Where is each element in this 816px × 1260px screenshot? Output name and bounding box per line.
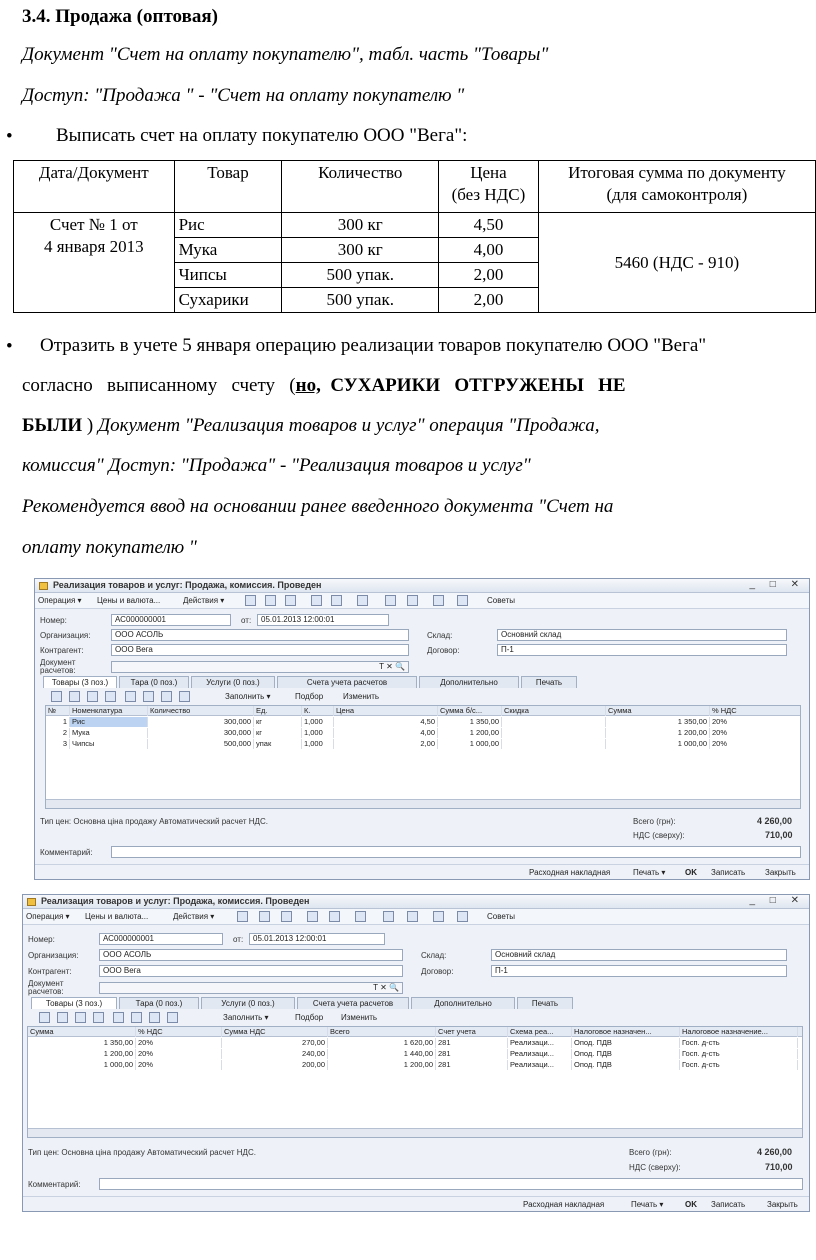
- tab-bar: [43, 676, 583, 688]
- cell[interactable]: 240,00: [222, 1049, 328, 1059]
- doc-cell: Счет № 1 от 4 января 2013: [14, 213, 175, 313]
- warehouse-field[interactable]: Основний склад: [491, 949, 787, 961]
- cell[interactable]: 1 200,00: [328, 1060, 436, 1070]
- fill-button[interactable]: Заполнить ▾: [225, 692, 271, 701]
- report-icon[interactable]: [407, 911, 418, 922]
- bottom-bar: [23, 1196, 810, 1210]
- cell[interactable]: упак: [254, 739, 302, 749]
- tab-additional[interactable]: Дополнительно: [419, 676, 519, 688]
- cell[interactable]: 1 000,00: [28, 1060, 136, 1070]
- tab-goods[interactable]: Товары (3 поз.): [43, 676, 117, 688]
- structure-icon[interactable]: [383, 911, 394, 922]
- grid-header: [28, 1027, 802, 1037]
- cell[interactable]: 270,00: [222, 1038, 328, 1048]
- header-date-doc: Дата/Документ: [14, 161, 175, 213]
- col-k: К.: [302, 706, 334, 716]
- sort-asc-icon[interactable]: [149, 1012, 160, 1023]
- save-icon[interactable]: [259, 911, 270, 922]
- toolbar: [35, 593, 809, 609]
- move-down-icon[interactable]: [131, 1012, 142, 1023]
- cell[interactable]: 20%: [710, 728, 801, 738]
- total-label: Всего (грн):: [633, 817, 676, 826]
- cell[interactable]: Госп. д-сть: [680, 1038, 798, 1048]
- cell[interactable]: 1 350,00: [606, 717, 710, 727]
- col-sum-noDisc: Сумма б/с...: [438, 706, 502, 716]
- sort-desc-icon[interactable]: [167, 1012, 178, 1023]
- pick-button[interactable]: Подбор: [295, 1013, 324, 1022]
- date-field[interactable]: 05.01.2013 12:00:01: [249, 933, 385, 945]
- print-button[interactable]: Печать ▾: [631, 1200, 664, 1209]
- task-2-line4: комиссия" Доступ: "Продажа" - "Реализация товаров и услуг": [22, 455, 531, 476]
- actions-menu[interactable]: Действия ▾: [173, 912, 215, 921]
- item-cell: Мука: [174, 238, 282, 263]
- sort-icon[interactable]: [433, 911, 444, 922]
- cell: 1: [46, 717, 70, 727]
- price-type-text: Тип цен: Основна ціна продажу Автоматический расчет НДС.: [28, 1148, 256, 1157]
- doc-calc-label-2: расчетов:: [40, 666, 76, 675]
- table-row: [14, 213, 816, 238]
- actions-menu[interactable]: Действия ▾: [183, 596, 225, 605]
- goods-grid[interactable]: [45, 705, 801, 809]
- cell[interactable]: 20%: [710, 717, 801, 727]
- based-on-icon[interactable]: [355, 911, 366, 922]
- copy-row-icon[interactable]: [57, 1012, 68, 1023]
- pick-button[interactable]: Подбор: [295, 692, 324, 701]
- comment-field[interactable]: [111, 846, 801, 858]
- date-label: от:: [241, 616, 252, 625]
- sort-icon[interactable]: [433, 595, 444, 606]
- table-row[interactable]: [28, 1049, 802, 1059]
- cell[interactable]: 20%: [710, 739, 801, 749]
- grid-toolbar: [33, 1011, 803, 1025]
- tab-print[interactable]: Печать: [517, 997, 573, 1009]
- structure-icon[interactable]: [385, 595, 396, 606]
- header-qty: Количество: [282, 161, 439, 213]
- cell[interactable]: 2,00: [334, 739, 438, 749]
- item-cell: Чипсы: [174, 263, 282, 288]
- contract-label: Договор:: [427, 646, 460, 655]
- warehouse-label: Склад:: [427, 631, 453, 640]
- bullet-icon: •: [6, 336, 13, 357]
- cell[interactable]: 20%: [136, 1049, 222, 1059]
- org-label: Организация:: [28, 951, 79, 960]
- cell[interactable]: 20%: [136, 1038, 222, 1048]
- delete-icon[interactable]: [93, 1012, 104, 1023]
- table-row[interactable]: [28, 1060, 802, 1070]
- comment-label: Комментарий:: [40, 848, 93, 857]
- number-label: Номер:: [28, 935, 55, 944]
- contractor-label: Контрагент:: [28, 967, 72, 976]
- move-up-icon[interactable]: [113, 1012, 124, 1023]
- move-down-icon[interactable]: [143, 691, 154, 702]
- cell[interactable]: [502, 739, 606, 749]
- org-field[interactable]: ООО АСОЛЬ: [111, 629, 409, 641]
- post-icon[interactable]: [307, 911, 318, 922]
- total-value: 4 260,00: [757, 1147, 793, 1157]
- document-icon: [39, 582, 48, 590]
- change-button[interactable]: Изменить: [343, 692, 380, 701]
- total-cell: 5460 (НДС - 910): [538, 213, 815, 313]
- vat-value: 710,00: [765, 830, 793, 840]
- tab-print[interactable]: Печать: [521, 676, 577, 688]
- col-sum: Сумма: [606, 706, 710, 716]
- cell[interactable]: 1 620,00: [328, 1038, 436, 1048]
- cell[interactable]: Опод. ПДВ: [572, 1049, 680, 1059]
- window-buttons[interactable]: _ □ ✕: [749, 895, 805, 906]
- print-button[interactable]: Печать ▾: [633, 868, 666, 877]
- bullet-icon: •: [6, 126, 13, 147]
- toolbar: [23, 909, 809, 925]
- task-2-line5: Рекомендуется ввод на основании ранее введенного документа "Счет на: [22, 496, 614, 517]
- col-nomenclature: Номенклатура: [70, 706, 148, 716]
- cell[interactable]: 1,000: [302, 717, 334, 727]
- sales-document-window-1: [34, 578, 810, 880]
- cell[interactable]: 1 000,00: [606, 739, 710, 749]
- task-1: Выписать счет на оплату покупателю ООО "Вега":: [56, 125, 468, 146]
- cell[interactable]: 281: [436, 1060, 508, 1070]
- edit-icon[interactable]: [87, 691, 98, 702]
- sort-asc-icon[interactable]: [161, 691, 172, 702]
- warehouse-field[interactable]: Основний склад: [497, 629, 787, 641]
- table-row[interactable]: [28, 1038, 802, 1048]
- cell[interactable]: 1 200,00: [606, 728, 710, 738]
- vat-label: НДС (сверху):: [633, 831, 685, 840]
- window-titlebar: [35, 579, 809, 593]
- window-title: Реализация товаров и услуг: Продажа, комиссия. Проведен: [53, 580, 322, 590]
- warehouse-label: Склад:: [421, 951, 447, 960]
- sort-desc-icon[interactable]: [179, 691, 190, 702]
- cell[interactable]: [502, 717, 606, 727]
- qty-cell: 300 кг: [282, 238, 439, 263]
- cell[interactable]: 1 440,00: [328, 1049, 436, 1059]
- total-label: Всего (грн):: [629, 1148, 672, 1157]
- tab-containers[interactable]: Тара (0 поз.): [119, 676, 189, 688]
- operation-menu[interactable]: Операция ▾: [38, 596, 82, 605]
- contract-field[interactable]: П-1: [497, 644, 787, 656]
- add-icon[interactable]: [51, 691, 62, 702]
- goods-grid-scrolled[interactable]: [27, 1026, 803, 1138]
- header-price: Цена (без НДС): [439, 161, 539, 213]
- comment-label: Комментарий:: [28, 1180, 81, 1189]
- qty-cell: 500 упак.: [282, 263, 439, 288]
- cell[interactable]: 1 350,00: [28, 1038, 136, 1048]
- doc-calc-label: Документ: [28, 979, 64, 988]
- cell[interactable]: 281: [436, 1049, 508, 1059]
- write-button[interactable]: Записать: [711, 868, 746, 877]
- window-title: Реализация товаров и услуг: Продажа, комиссия. Проведен: [41, 896, 310, 906]
- window-titlebar: [23, 895, 809, 909]
- col-sum: Сумма: [28, 1027, 136, 1037]
- tab-services[interactable]: Услуги (0 поз.): [191, 676, 275, 688]
- window-buttons[interactable]: _ □ ✕: [749, 579, 805, 590]
- cell[interactable]: Госп. д-сть: [680, 1060, 798, 1070]
- unpost-icon[interactable]: [329, 911, 340, 922]
- col-vat: % НДС: [136, 1027, 222, 1037]
- waybill-button[interactable]: Расходная накладная: [529, 868, 611, 877]
- comment-field[interactable]: [99, 1178, 803, 1190]
- item-cell: Сухарики: [174, 288, 282, 313]
- cell[interactable]: 300,000: [148, 717, 254, 727]
- cell[interactable]: 281: [436, 1038, 508, 1048]
- cell: 2: [46, 728, 70, 738]
- doc-calc-field[interactable]: T ✕ 🔍: [111, 661, 409, 673]
- copy-icon[interactable]: [281, 911, 292, 922]
- ok-button[interactable]: OK: [685, 1200, 697, 1209]
- doc-calc-label: Документ: [40, 658, 76, 667]
- contract-label: Договор:: [421, 967, 454, 976]
- contractor-label: Контрагент:: [40, 646, 84, 655]
- report-icon[interactable]: [407, 595, 418, 606]
- cell[interactable]: Чипсы: [70, 739, 148, 749]
- table-row[interactable]: [46, 739, 800, 749]
- cell[interactable]: Рис: [70, 717, 148, 727]
- org-label: Организация:: [40, 631, 91, 640]
- post-icon[interactable]: [311, 595, 322, 606]
- col-qty: Количество: [148, 706, 254, 716]
- cell[interactable]: 1 200,00: [438, 728, 502, 738]
- task-2-line1: Отразить в учете 5 января операцию реализации товаров покупателю ООО "Вега": [40, 335, 707, 356]
- total-value: 4 260,00: [757, 816, 793, 826]
- tab-additional[interactable]: Дополнительно: [411, 997, 515, 1009]
- edit-icon[interactable]: [75, 1012, 86, 1023]
- grid-toolbar: [45, 690, 805, 704]
- contractor-field[interactable]: ООО Вега: [111, 644, 409, 656]
- print-icon[interactable]: [245, 595, 256, 606]
- col-tax-purpose-2: Налоговое назначение...: [680, 1027, 798, 1037]
- cell[interactable]: 1,000: [302, 739, 334, 749]
- move-up-icon[interactable]: [125, 691, 136, 702]
- cell[interactable]: Реализаци...: [508, 1049, 572, 1059]
- cell[interactable]: 500,000: [148, 739, 254, 749]
- cell[interactable]: Госп. д-сть: [680, 1049, 798, 1059]
- cell[interactable]: 4,50: [334, 717, 438, 727]
- document-icon: [27, 898, 36, 906]
- horizontal-scrollbar[interactable]: [46, 799, 800, 808]
- col-tax-purpose: Налоговое назначен...: [572, 1027, 680, 1037]
- col-discount: Скидка: [502, 706, 606, 716]
- price-cell: 2,00: [439, 263, 539, 288]
- grid-header: [46, 706, 800, 716]
- bottom-bar: [35, 864, 810, 878]
- tab-accounts[interactable]: Счета учета расчетов: [277, 676, 417, 688]
- change-button[interactable]: Изменить: [341, 1013, 378, 1022]
- print-icon[interactable]: [237, 911, 248, 922]
- tab-services[interactable]: Услуги (0 поз.): [201, 997, 295, 1009]
- col-unit: Ед.: [254, 706, 302, 716]
- header-item: Товар: [174, 161, 282, 213]
- date-label: от:: [233, 935, 244, 944]
- col-scheme: Схема реа...: [508, 1027, 572, 1037]
- write-button[interactable]: Записать: [711, 1200, 746, 1209]
- cell[interactable]: 1 000,00: [438, 739, 502, 749]
- waybill-button[interactable]: Расходная накладная: [523, 1200, 605, 1209]
- cell[interactable]: 1 200,00: [28, 1049, 136, 1059]
- col-no: №: [46, 706, 70, 716]
- col-price: Цена: [334, 706, 438, 716]
- cell[interactable]: Реализаци...: [508, 1060, 572, 1070]
- col-account: Счет учета: [436, 1027, 508, 1037]
- table-header-row: [14, 161, 816, 213]
- delete-icon[interactable]: [105, 691, 116, 702]
- close-button[interactable]: Закрыть: [765, 868, 796, 877]
- list-icon[interactable]: [457, 595, 468, 606]
- prices-menu[interactable]: Цены и валюта...: [97, 596, 161, 605]
- cell: 3: [46, 739, 70, 749]
- qty-cell: 300 кг: [282, 213, 439, 238]
- vat-value: 710,00: [765, 1162, 793, 1172]
- cell[interactable]: кг: [254, 717, 302, 727]
- task-2-line3: БЫЛИ ) Документ "Реализация товаров и услуг" операция "Продажа,: [22, 415, 600, 436]
- cell[interactable]: 300,000: [148, 728, 254, 738]
- doc-calc-label-2: расчетов:: [28, 987, 64, 996]
- vat-label: НДС (сверху):: [629, 1163, 681, 1172]
- contract-field[interactable]: П-1: [491, 965, 787, 977]
- tab-goods[interactable]: Товары (3 поз.): [31, 997, 117, 1009]
- cell[interactable]: 1 350,00: [438, 717, 502, 727]
- cell[interactable]: Опод. ПДВ: [572, 1038, 680, 1048]
- tab-containers[interactable]: Тара (0 поз.): [119, 997, 199, 1009]
- save-icon[interactable]: [265, 595, 276, 606]
- copy-row-icon[interactable]: [69, 691, 80, 702]
- date-field[interactable]: 05.01.2013 12:00:01: [257, 614, 389, 626]
- horizontal-scrollbar[interactable]: [28, 1128, 802, 1137]
- table-row[interactable]: [46, 717, 800, 727]
- ok-button[interactable]: OK: [685, 868, 697, 877]
- prices-menu[interactable]: Цены и валюта...: [85, 912, 149, 921]
- operation-menu[interactable]: Операция ▾: [26, 912, 70, 921]
- list-icon[interactable]: [457, 911, 468, 922]
- document-line: Документ "Счет на оплату покупателю", табл. часть "Товары": [22, 44, 549, 65]
- price-cell: 2,00: [439, 288, 539, 313]
- cell[interactable]: 4,00: [334, 728, 438, 738]
- header-total: Итоговая сумма по документу (для самоконтроля): [538, 161, 815, 213]
- based-on-icon[interactable]: [357, 595, 368, 606]
- cell[interactable]: Мука: [70, 728, 148, 738]
- fill-button[interactable]: Заполнить ▾: [223, 1013, 269, 1022]
- invoice-table: [13, 160, 816, 313]
- cell[interactable]: [502, 728, 606, 738]
- price-type-text: Тип цен: Основна ціна продажу Автоматический расчет НДС.: [40, 817, 268, 826]
- cell[interactable]: кг: [254, 728, 302, 738]
- unpost-icon[interactable]: [331, 595, 342, 606]
- contractor-field[interactable]: ООО Вега: [99, 965, 403, 977]
- cell[interactable]: Реализаци...: [508, 1038, 572, 1048]
- col-vat-sum: Сумма НДС: [222, 1027, 328, 1037]
- number-field[interactable]: АС000000001: [99, 933, 223, 945]
- tab-bar: [31, 997, 591, 1009]
- col-vat: % НДС: [710, 706, 801, 716]
- tab-accounts[interactable]: Счета учета расчетов: [297, 997, 409, 1009]
- section-heading: 3.4. Продажа (оптовая): [22, 6, 218, 27]
- close-button[interactable]: Закрыть: [767, 1200, 798, 1209]
- col-total: Всего: [328, 1027, 436, 1037]
- cell[interactable]: 20%: [136, 1060, 222, 1070]
- doc-calc-field[interactable]: T ✕ 🔍: [99, 982, 403, 994]
- tips-button[interactable]: Советы: [487, 912, 515, 921]
- sales-document-window-2: [22, 894, 810, 1212]
- cell[interactable]: 1,000: [302, 728, 334, 738]
- price-cell: 4,00: [439, 238, 539, 263]
- tips-button[interactable]: Советы: [487, 596, 515, 605]
- price-cell: 4,50: [439, 213, 539, 238]
- cell[interactable]: 200,00: [222, 1060, 328, 1070]
- add-icon[interactable]: [39, 1012, 50, 1023]
- cell[interactable]: Опод. ПДВ: [572, 1060, 680, 1070]
- copy-icon[interactable]: [285, 595, 296, 606]
- table-row[interactable]: [46, 728, 800, 738]
- task-2-line2: согласно выписанному счету (но, СУХАРИКИ ОТГРУЖЕНЫ НЕ: [22, 375, 626, 396]
- task-2-line6: оплату покупателю ": [22, 537, 197, 558]
- qty-cell: 500 упак.: [282, 288, 439, 313]
- number-field[interactable]: АС000000001: [111, 614, 231, 626]
- item-cell: Рис: [174, 213, 282, 238]
- org-field[interactable]: ООО АСОЛЬ: [99, 949, 403, 961]
- number-label: Номер:: [40, 616, 67, 625]
- access-line: Доступ: "Продажа " - "Счет на оплату покупателю ": [22, 85, 465, 106]
